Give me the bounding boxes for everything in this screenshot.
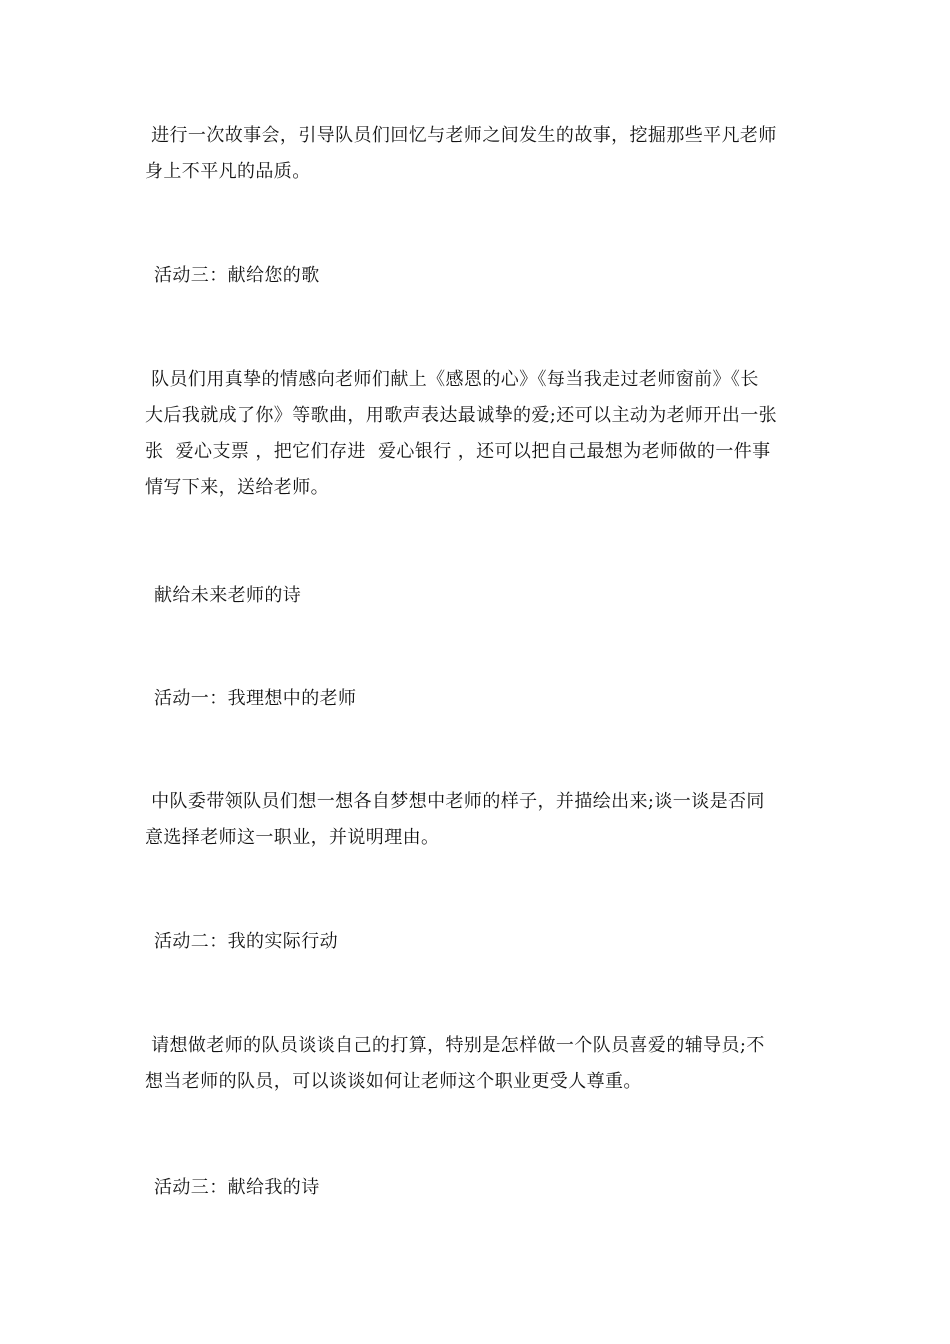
heading-activity-one-ideal-teacher: 活动一：我理想中的老师: [154, 688, 357, 709]
paragraph-line: 中队委带领队员们想一想各自梦想中老师的样子，并描绘出来;谈一谈是否同: [145, 791, 765, 812]
paragraph-line: 进行一次故事会，引导队员们回忆与老师之间发生的故事，挖掘那些平凡老师: [145, 125, 777, 146]
heading-activity-three-song: 活动三：献给您的歌: [154, 265, 320, 286]
paragraph-line: 意选择老师这一职业，并说明理由。: [145, 827, 440, 848]
paragraph-line: 身上不平凡的品质。: [145, 161, 311, 182]
paragraph-songs: [145, 362, 810, 506]
paragraph-ideal-teacher: [145, 784, 810, 856]
paragraph-line: 情写下来，送给老师。: [145, 477, 329, 498]
heading-activity-three-poem: 活动三：献给我的诗: [154, 1177, 320, 1198]
paragraph-line: 想当老师的队员，可以谈谈如何让老师这个职业更受人尊重。: [145, 1071, 642, 1092]
paragraph-line: 大后我就成了你》等歌曲，用歌声表达最诚挚的爱;还可以主动为老师开出一张: [145, 405, 778, 426]
heading-activity-two-action: 活动二：我的实际行动: [154, 931, 338, 952]
paragraph-action: [145, 1028, 810, 1100]
paragraph-line: 请想做老师的队员谈谈自己的打算，特别是怎样做一个队员喜爱的辅导员;不: [145, 1035, 765, 1056]
heading-future-teacher-poem: 献给未来老师的诗: [154, 585, 302, 606]
paragraph-story-meeting: [145, 118, 810, 190]
paragraph-line: 张 爱心支票 ，把它们存进 爱心银行 ，还可以把自己最想为老师做的一件事: [145, 441, 771, 462]
paragraph-line: 队员们用真挚的情感向老师们献上《感恩的心》《每当我走过老师窗前》《长: [145, 369, 759, 390]
